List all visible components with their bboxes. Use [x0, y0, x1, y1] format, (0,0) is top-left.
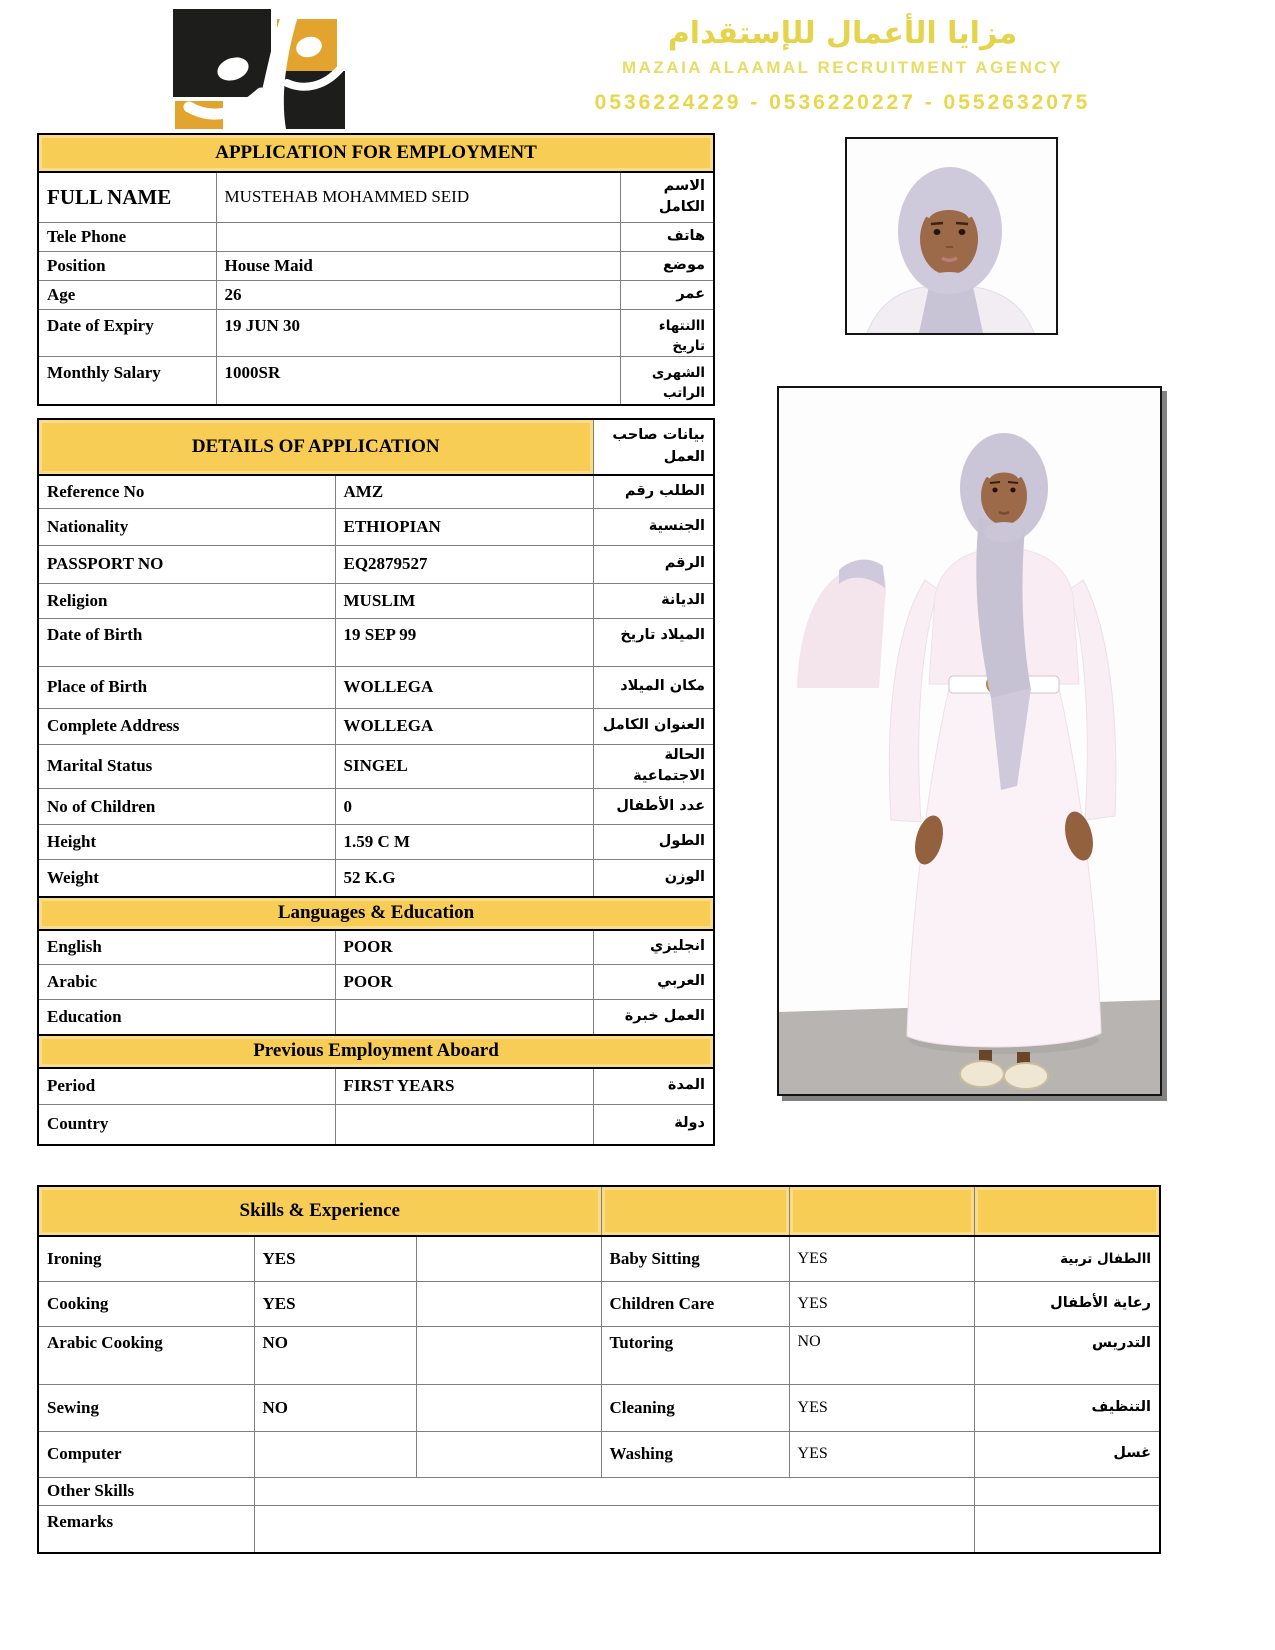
nationality-label: Nationality	[38, 508, 335, 545]
sewing-label: Sewing	[38, 1384, 254, 1431]
agency-logo-graphic	[137, 6, 362, 130]
sewing-value: NO	[254, 1384, 416, 1431]
row-other-skills	[38, 1477, 1160, 1505]
complete-address-label-ar: العنوان الكامل	[593, 708, 714, 744]
row-arabic	[38, 965, 714, 1000]
tele-phone-label: Tele Phone	[38, 222, 216, 251]
period-label-ar: المدة	[593, 1068, 714, 1105]
tele-phone-value	[216, 222, 620, 251]
agency-name-arabic: مزايا الأعمال للإستقدام	[667, 16, 1018, 51]
complete-address-value: WOLLEGA	[335, 708, 593, 744]
remarks-value	[254, 1505, 974, 1553]
reference-no-value: AMZ	[335, 475, 593, 508]
row-height	[38, 825, 714, 860]
height-label: Height	[38, 825, 335, 860]
agency-name-english: MAZAIA ALAAMAL RECRUITMENT AGENCY	[621, 58, 1064, 77]
full-name-label-ar: الاسم الكامل	[620, 172, 714, 222]
passport-no-label-ar: الرقم	[593, 545, 714, 583]
row-nationality	[38, 508, 714, 545]
row-weight	[38, 860, 714, 897]
education-value	[335, 1000, 593, 1035]
row-remarks	[38, 1505, 1160, 1553]
english-label-ar: انجليزي	[593, 930, 714, 965]
weight-label: Weight	[38, 860, 335, 897]
education-label-ar: العمل خبرة	[593, 1000, 714, 1035]
position-label-ar: موضع	[620, 251, 714, 280]
date-of-expiry-value: 19 JUN 30	[216, 309, 620, 357]
skills-header-spacer-1	[601, 1186, 789, 1236]
date-of-expiry-label-ar: االنتهاء تاريخ	[620, 309, 714, 357]
application-table-title: APPLICATION FOR EMPLOYMENT	[38, 134, 714, 172]
age-label-ar: عمر	[620, 280, 714, 309]
weight-value: 52 K.G	[335, 860, 593, 897]
full-body-photo	[777, 386, 1162, 1096]
ironing-value: YES	[254, 1236, 416, 1281]
no-of-children-value: 0	[335, 789, 593, 825]
skills-table	[37, 1185, 1161, 1554]
application-table	[37, 133, 715, 406]
marital-status-value: SINGEL	[335, 744, 593, 789]
nationality-value: ETHIOPIAN	[335, 508, 593, 545]
languages-education-title: Languages & Education	[38, 897, 714, 930]
place-of-birth-label: Place of Birth	[38, 666, 335, 708]
skills-table-title: Skills & Experience	[38, 1186, 601, 1236]
row-no-of-children	[38, 789, 714, 825]
tutoring-value: NO	[789, 1326, 974, 1384]
agency-phone-numbers: 0536224229 - 0536220227 - 0552632075	[594, 91, 1091, 114]
row-complete-address	[38, 708, 714, 744]
no-of-children-label: No of Children	[38, 789, 335, 825]
country-value	[335, 1105, 593, 1145]
spacer-cell	[416, 1384, 601, 1431]
details-table-title-ar: بيانات صاحب العمل	[593, 419, 714, 475]
spacer-cell	[416, 1326, 601, 1384]
ironing-label: Ironing	[38, 1236, 254, 1281]
row-marital-status	[38, 744, 714, 789]
row-arabiccooking-tutoring	[38, 1326, 1160, 1384]
row-monthly-salary	[38, 357, 714, 405]
position-value: House Maid	[216, 251, 620, 280]
previous-employment-title: Previous Employment Aboard	[38, 1035, 714, 1068]
weight-label-ar: الوزن	[593, 860, 714, 897]
row-ironing-babysitting	[38, 1236, 1160, 1281]
row-date-of-expiry	[38, 309, 714, 357]
row-sewing-cleaning	[38, 1384, 1160, 1431]
period-label: Period	[38, 1068, 335, 1105]
full-body-photo-image	[779, 388, 1160, 1094]
row-date-of-birth	[38, 618, 714, 666]
row-period	[38, 1068, 714, 1105]
row-passport-no	[38, 545, 714, 583]
row-education	[38, 1000, 714, 1035]
tele-phone-label-ar: هاتف	[620, 222, 714, 251]
skills-header-spacer-2	[789, 1186, 974, 1236]
period-value: FIRST YEARS	[335, 1068, 593, 1105]
cooking-value: YES	[254, 1281, 416, 1326]
reference-no-label-ar: الطلب رقم	[593, 475, 714, 508]
date-of-birth-label-ar: الميلاد تاريخ	[593, 618, 714, 666]
children-care-label-ar: رعاية الأطفال	[974, 1281, 1160, 1326]
position-label: Position	[38, 251, 216, 280]
washing-value: YES	[789, 1431, 974, 1477]
country-label: Country	[38, 1105, 335, 1145]
row-country	[38, 1105, 714, 1145]
row-religion	[38, 583, 714, 618]
skills-table-header	[38, 1186, 1160, 1236]
other-skills-ar-cell	[974, 1477, 1160, 1505]
reference-no-label: Reference No	[38, 475, 335, 508]
baby-sitting-label: Baby Sitting	[601, 1236, 789, 1281]
passport-photo	[845, 137, 1058, 335]
english-value: POOR	[335, 930, 593, 965]
agency-header	[520, 16, 1165, 115]
agency-logo	[137, 6, 362, 130]
marital-status-label: Marital Status	[38, 744, 335, 789]
spacer-cell	[416, 1431, 601, 1477]
details-table	[37, 418, 715, 1146]
remarks-ar-cell	[974, 1505, 1160, 1553]
height-value: 1.59 C M	[335, 825, 593, 860]
cleaning-label-ar: التنظيف	[974, 1384, 1160, 1431]
details-table-header	[38, 419, 714, 475]
other-skills-value	[254, 1477, 974, 1505]
cleaning-value: YES	[789, 1384, 974, 1431]
washing-label: Washing	[601, 1431, 789, 1477]
row-place-of-birth	[38, 666, 714, 708]
row-computer-washing	[38, 1431, 1160, 1477]
passport-no-value: EQ2879527	[335, 545, 593, 583]
languages-education-header	[38, 897, 714, 930]
passport-no-label: PASSPORT NO	[38, 545, 335, 583]
nationality-label-ar: الجنسية	[593, 508, 714, 545]
place-of-birth-value: WOLLEGA	[335, 666, 593, 708]
row-age	[38, 280, 714, 309]
height-label-ar: الطول	[593, 825, 714, 860]
tutoring-label: Tutoring	[601, 1326, 789, 1384]
arabic-value: POOR	[335, 965, 593, 1000]
country-label-ar: دولة	[593, 1105, 714, 1145]
row-reference-no	[38, 475, 714, 508]
arabic-cooking-value: NO	[254, 1326, 416, 1384]
row-tele-phone	[38, 222, 714, 251]
marital-status-label-ar: الحالة الاجتماعية	[593, 744, 714, 789]
monthly-salary-label-ar: الشهرى الراتب	[620, 357, 714, 405]
computer-value	[254, 1431, 416, 1477]
arabic-cooking-label: Arabic Cooking	[38, 1326, 254, 1384]
application-table-header	[38, 134, 714, 172]
education-label: Education	[38, 1000, 335, 1035]
row-position	[38, 251, 714, 280]
other-skills-label: Other Skills	[38, 1477, 254, 1505]
row-full-name	[38, 172, 714, 222]
details-table-title: DETAILS OF APPLICATION	[38, 419, 593, 475]
english-label: English	[38, 930, 335, 965]
full-name-value: MUSTEHAB MOHAMMED SEID	[216, 172, 620, 222]
religion-label-ar: الديانة	[593, 583, 714, 618]
spacer-cell	[416, 1281, 601, 1326]
skills-header-spacer-3	[974, 1186, 1160, 1236]
washing-label-ar: غسل	[974, 1431, 1160, 1477]
religion-label: Religion	[38, 583, 335, 618]
row-english	[38, 930, 714, 965]
row-cooking-childrencare	[38, 1281, 1160, 1326]
computer-label: Computer	[38, 1431, 254, 1477]
cooking-label: Cooking	[38, 1281, 254, 1326]
religion-value: MUSLIM	[335, 583, 593, 618]
previous-employment-header	[38, 1035, 714, 1068]
age-value: 26	[216, 280, 620, 309]
children-care-label: Children Care	[601, 1281, 789, 1326]
spacer-cell	[416, 1236, 601, 1281]
place-of-birth-label-ar: مكان الميلاد	[593, 666, 714, 708]
passport-photo-image	[847, 139, 1056, 333]
no-of-children-label-ar: عدد الأطفال	[593, 789, 714, 825]
full-name-label: FULL NAME	[38, 172, 216, 222]
arabic-label: Arabic	[38, 965, 335, 1000]
age-label: Age	[38, 280, 216, 309]
date-of-expiry-label: Date of Expiry	[38, 309, 216, 357]
complete-address-label: Complete Address	[38, 708, 335, 744]
cleaning-label: Cleaning	[601, 1384, 789, 1431]
tutoring-label-ar: التدريس	[974, 1326, 1160, 1384]
monthly-salary-value: 1000SR	[216, 357, 620, 405]
children-care-value: YES	[789, 1281, 974, 1326]
monthly-salary-label: Monthly Salary	[38, 357, 216, 405]
baby-sitting-value: YES	[789, 1236, 974, 1281]
date-of-birth-value: 19 SEP 99	[335, 618, 593, 666]
date-of-birth-label: Date of Birth	[38, 618, 335, 666]
remarks-label: Remarks	[38, 1505, 254, 1553]
babysitting-label-ar: االطفال تربية	[974, 1236, 1160, 1281]
arabic-label-ar: العربي	[593, 965, 714, 1000]
